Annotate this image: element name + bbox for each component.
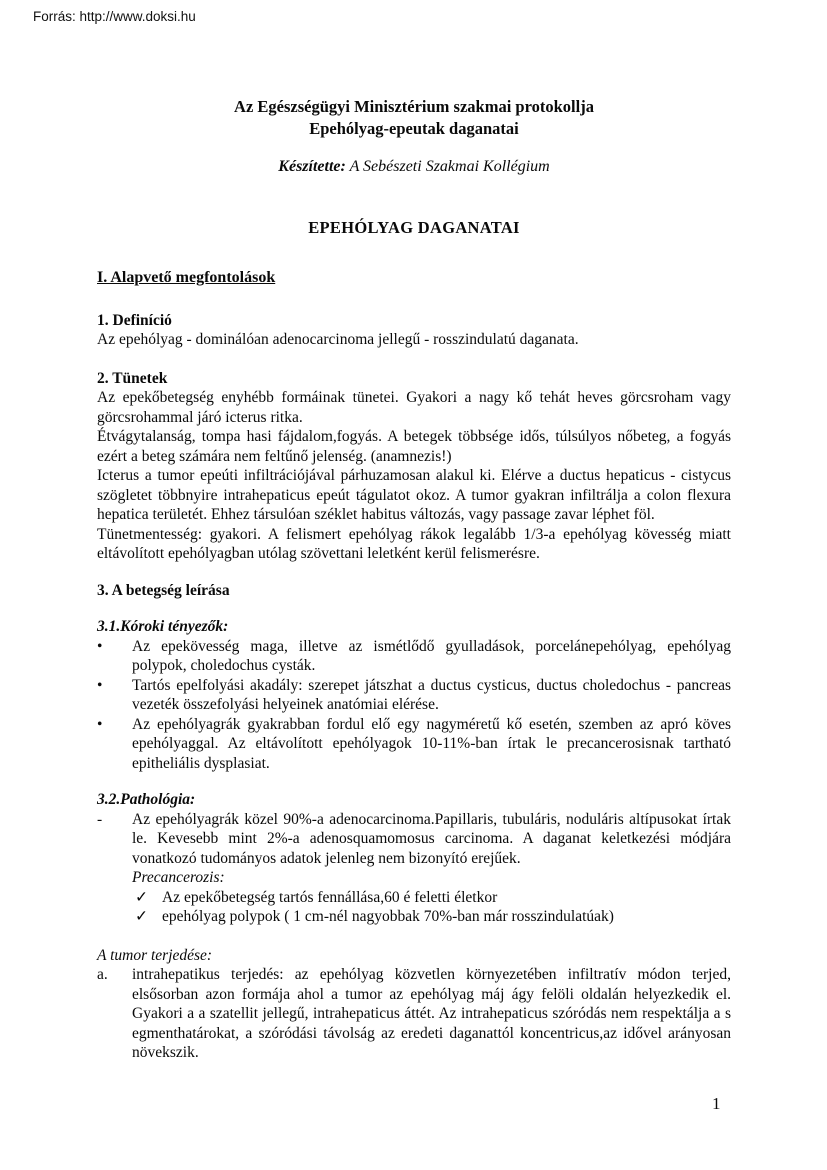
prepared-by-line	[97, 157, 731, 177]
protocol-title-line2: Epehólyag-epeutak daganatai	[309, 119, 519, 138]
pathology-heading: 3.2.Pathológia:	[97, 791, 196, 808]
bullet-marker: •	[97, 637, 103, 655]
precancerosis-check-text: epehólyag polypok ( 1 cm-nél nagyobbak 70%-ban már rosszindulatúak)	[162, 908, 614, 925]
tumor-spread-heading: A tumor terjedése:	[97, 946, 213, 964]
check-marker: ✓	[135, 908, 148, 925]
symptoms-paragraph: Icterus a tumor epeúti infiltrációjával párhuzamosan alakul ki. Elérve a ductus hepaticus - cistycus szögletet többnyire intrahepaticus epeút tágulatot okoz. A tumor gyakran infiltrálja a colon flexura hepatica területét. Ehhez társulóan széklet habitus változás, vagy passage zavar léphet föl.	[97, 467, 731, 523]
bullet-marker: •	[97, 715, 103, 733]
disease-description-heading: 3. A betegség leírása	[97, 581, 230, 599]
pathology-dash-item	[97, 810, 731, 869]
pathology-dash-text: Az epehólyagrák közel 90%-a adenocarcinoma.Papillaris, tubuláris, noduláris altípusokat írtak le. Kevesebb mint 2%-a adenosquamomosus carcinoma. A daganat keletkezési módjára vonatkozó tudományos adatok jelenleg nem bizonyító erejűek.	[132, 810, 731, 867]
item-a-marker: a.	[97, 966, 108, 983]
dash-marker: -	[97, 810, 103, 828]
etiology-bullet-text: Az epehólyagrák gyakrabban fordul elő egy nagyméretű kő esetén, szemben az apró köves epehólyaggal. Az eltávolított epehólyagok 10-11%-ban írtak le precancerosisnak tartható epitheliális dysplasiat.	[132, 715, 731, 772]
etiology-bullet-text: Az epekövesség maga, illetve az ismétlődő gyulladások, porcelánepehólyag, epehólyag polypok, choledochus cysták.	[132, 637, 731, 674]
etiology-heading: 3.1.Kóroki tényezők:	[97, 618, 229, 635]
precancerosis-check-text: Az epekőbetegség tartós fennállása,60 é feletti életkor	[162, 888, 498, 906]
etiology-bullet-item	[97, 637, 731, 676]
prepared-by-label: Készítette:	[278, 158, 346, 175]
tumor-spread-item-a	[97, 965, 731, 1063]
source-url-line: Forrás: http://www.doksi.hu	[33, 9, 196, 24]
precancerosis-check-item	[132, 907, 731, 927]
protocol-title	[97, 96, 731, 140]
symptoms-paragraph: Tünetmentesség: gyakori. A felismert epehólyag rákok legalább 1/3-a epehólyag kövesség miatt eltávolított epehólyagban utólag szövettani leletként kerül felismerésre.	[97, 525, 731, 562]
definition-text: Az epehólyag - dominálóan adenocarcinoma jellegű - rosszindulatú daganata.	[97, 331, 579, 348]
precancerosis-check-item	[132, 888, 731, 908]
symptoms-paragraph: Étvágytalanság, tompa hasi fájdalom,fogyás. A betegek többsége idős, túlsúlyos nőbeteg, a fogyás ezért a beteg számára nem feltűnő jelenség. (anamnezis!)	[97, 428, 731, 465]
tumor-spread-item-a-text: intrahepatikus terjedés: az epehólyag közvetlen környezetében infiltratív módon terjed, elsősorban azon formája ahol a tumor az epehólyag máj ágy felöli oldalán helyezkedik el. Gyakori a a szatellit jellegű, intrahepaticus áttét. Az intrahepaticus szóródás nem respektálja a s egmenthatárokat, a szóródási távolság az eredeti daganattól koncentricus,az idővel arányosan növekszik.	[132, 966, 731, 1061]
etiology-bullet-item	[97, 676, 731, 715]
symptoms-heading: 2. Tünetek	[97, 369, 168, 387]
prepared-by-value: A Sebészeti Szakmai Kollégium	[349, 158, 550, 175]
check-marker: ✓	[135, 888, 148, 906]
document-content	[97, 0, 731, 1063]
etiology-bullet-item	[97, 715, 731, 774]
document-title: EPEHÓLYAG DAGANATAI	[308, 217, 520, 237]
etiology-bullet-text: Tartós epelfolyási akadály: szerepet játszhat a ductus cysticus, ductus choledochus - pancreas vezeték összefolyási helyeinek anatómiai elérése.	[132, 676, 731, 713]
section-heading-basics: I. Alapvető megfontolások	[97, 269, 276, 286]
symptoms-paragraph: Az epekőbetegség enyhébb formáinak tünetei. Gyakori a nagy kő tehát heves görcsroham vagy görcsrohammal járó icterus ritka.	[97, 389, 731, 426]
protocol-title-line1: Az Egészségügyi Minisztérium szakmai protokollja	[234, 97, 594, 116]
definition-heading: 1. Definíció	[97, 311, 172, 329]
page-number: 1	[712, 1094, 721, 1113]
bullet-marker: •	[97, 676, 103, 694]
precancerosis-label: Precancerozis:	[132, 869, 225, 886]
